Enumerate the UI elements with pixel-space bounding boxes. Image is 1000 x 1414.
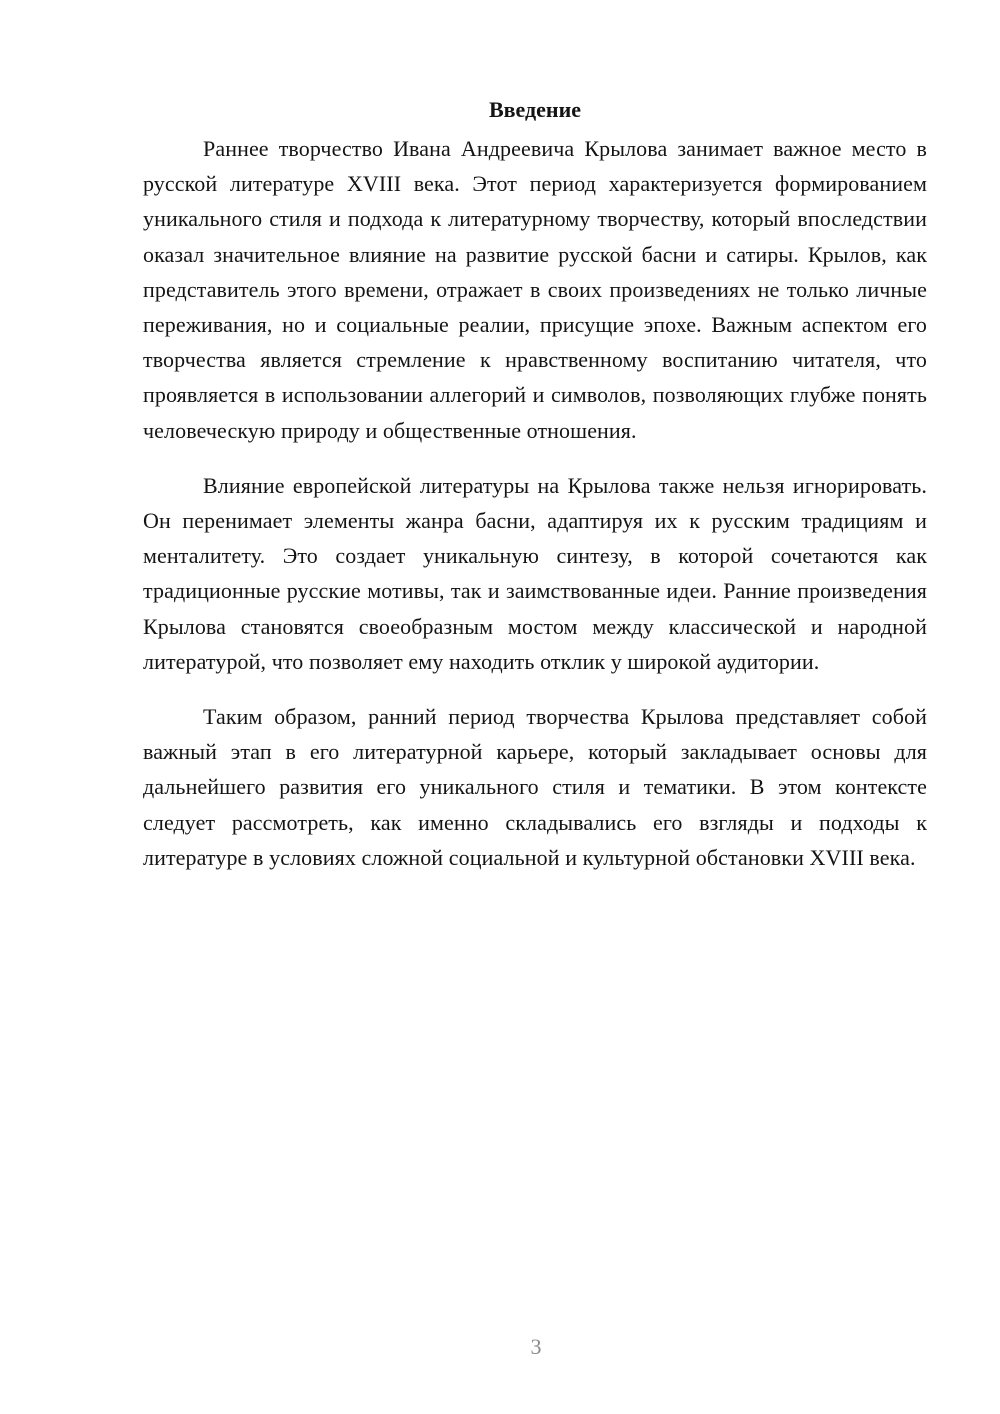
paragraph-3: Таким образом, ранний период творчества Крылова представляет собой важный этап в его литературной карьере, который закладывает основы для дальнейшего развития его уникального стиля и тематики. В этом контексте следует рассмотреть, как именно складывались его взгляды и подходы к литературе в условиях сложной социальной и культурной обстановки XVIII века. — [143, 704, 927, 870]
page-number: 3 — [530, 1334, 542, 1359]
paragraph-2: Влияние европейской литературы на Крылова также нельзя игнорировать. Он перенимает элементы жанра басни, адаптируя их к русским традициям и менталитету. Это создает уникальную синтезу, в которой сочетаются как традиционные русские мотивы, так и заимствованные идеи. Ранние произведения Крылова становятся своеобразным мостом между классической и народной литературой, что позволяет ему находить отклик у широкой аудитории. — [143, 472, 927, 674]
paragraph-1: Раннее творчество Ивана Андреевича Крылова занимает важное место в русской литературе XVIII века. Этот период характеризуется формированием уникального стиля и подхода к литературному творчеству, который впоследствии оказал значительное влияние на развитие русской басни и сатиры. Крылов, как представитель этого времени, отражает в своих произведениях не только личные переживания, но и социальные реалии, присущие эпохе. Важным аспектом его творчества является стремление к нравственному воспитанию читателя, что проявляется в использовании аллегорий и символов, позволяющих глубже понять человеческую природу и общественные отношения. — [143, 136, 927, 443]
section-heading: Введение — [488, 97, 582, 122]
document-body — [143, 93, 927, 895]
